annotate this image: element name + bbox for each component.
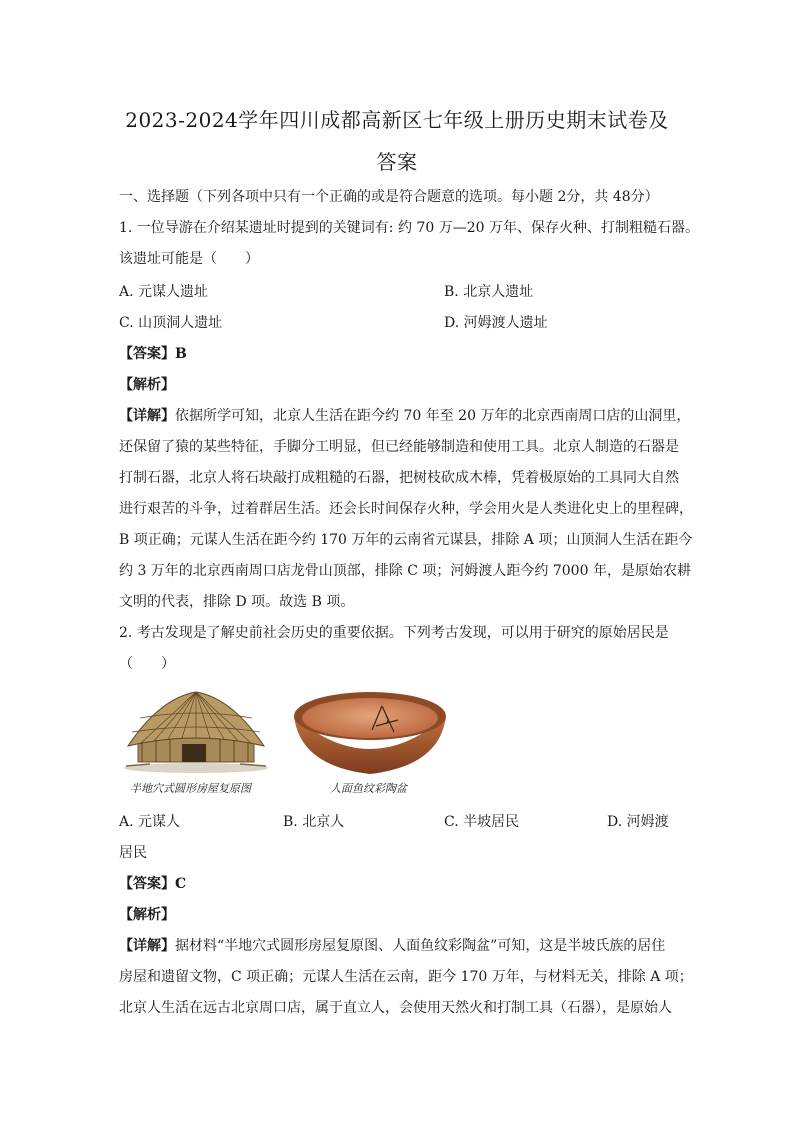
q2-option-b: B. 北京人: [283, 814, 345, 830]
q1-detail-line2: 还保留了猿的某些特征，手脚分工明显，但已经能够制造和使用工具。北京人制造的石器是: [119, 439, 679, 455]
q1-detail-tag: 【详解】: [119, 408, 175, 424]
section-heading: 一、选择题（下列各项中只有一个正确的或是符合题意的选项。每小题 2分，共 48分）: [119, 189, 659, 205]
q1-option-b: B. 北京人遗址: [444, 284, 534, 300]
q2-option-c: C. 半坡居民: [444, 814, 520, 830]
thatched-hut-image: [120, 688, 272, 776]
q1-detail-line3: 打制石器，北京人将石块敲打成粗糙的石器，把树枝砍成木棒，凭着极原始的工具同大自然: [119, 470, 679, 486]
q1-answer: 【答案】B: [119, 346, 187, 362]
q1-option-d: D. 河姆渡人遗址: [444, 315, 548, 331]
q1-stem-line1: 1. 一位导游在介绍某遗址时提到的关键词有: 约 70 万—20 万年、保存火种、打制粗糙石器。: [119, 220, 699, 236]
q1-stem-line2: 该遗址可能是（ ）: [119, 251, 259, 267]
q2-option-a: A. 元谋人: [119, 814, 181, 830]
q2-detail-text: 据材料“半地穴式圆形房屋复原图、人面鱼纹彩陶盆”可知，这是半坡氏族的居住: [175, 938, 666, 954]
q1-detail-text: 依据所学可知，北京人生活在距今约 70 年至 20 万年的北京西南周口店的山洞里，: [175, 408, 691, 424]
q2-answer: 【答案】C: [119, 876, 187, 892]
basin-caption: 人面鱼纹彩陶盆: [330, 782, 407, 795]
q1-detail-line4: 进行艰苦的斗争，过着群居生活。还会长时间保存火种，学会用火是人类进化史上的里程碑，: [119, 501, 693, 517]
doc-title-line1: 2023-2024学年四川成都高新区七年级上册历史期末试卷及: [125, 108, 669, 132]
q1-option-a: A. 元谋人遗址: [119, 284, 209, 300]
q1-detail-line1: [119, 405, 690, 425]
pottery-basin-image: [290, 686, 450, 778]
q2-option-d: D. 河姆渡: [607, 814, 669, 830]
q1-analysis-heading: 【解析】: [119, 377, 175, 393]
q2-stem-line2: （ ）: [119, 656, 175, 672]
q2-detail-line2: 房屋和遗留文物，C 项正确；元谋人生活在云南，距今 170 万年，与材料无关，排除 A 项；: [119, 969, 693, 985]
doc-title-line2: 答案: [376, 150, 418, 174]
q2-detail-line3: 北京人生活在远古北京周口店，属于直立人，会使用天然火和打制工具（石器），是原始人: [119, 1000, 672, 1016]
q2-detail-tag: 【详解】: [119, 938, 175, 954]
q1-detail-line5: B 项正确；元谋人生活在距今约 170 万年的云南省元谋县，排除 A 项；山顶洞人生活在距今: [119, 532, 693, 548]
q2-analysis-heading: 【解析】: [119, 907, 175, 923]
q2-stem-line1: 2. 考古发现是了解史前社会历史的重要依据。下列考古发现，可以用于研究的原始居民是: [119, 625, 669, 641]
q1-detail-line7: 文明的代表，排除 D 项。故选 B 项。: [119, 594, 355, 610]
q1-option-c: C. 山顶洞人遗址: [119, 315, 223, 331]
q2-detail-line1: [119, 935, 665, 955]
q2-option-d-continued: 居民: [119, 845, 147, 861]
hut-caption: 半地穴式圆形房屋复原图: [130, 782, 251, 795]
q1-detail-line6: 约 3 万年的北京西南周口店龙骨山顶部，排除 C 项；河姆渡人距今约 7000 年，是原始农耕: [119, 563, 691, 579]
